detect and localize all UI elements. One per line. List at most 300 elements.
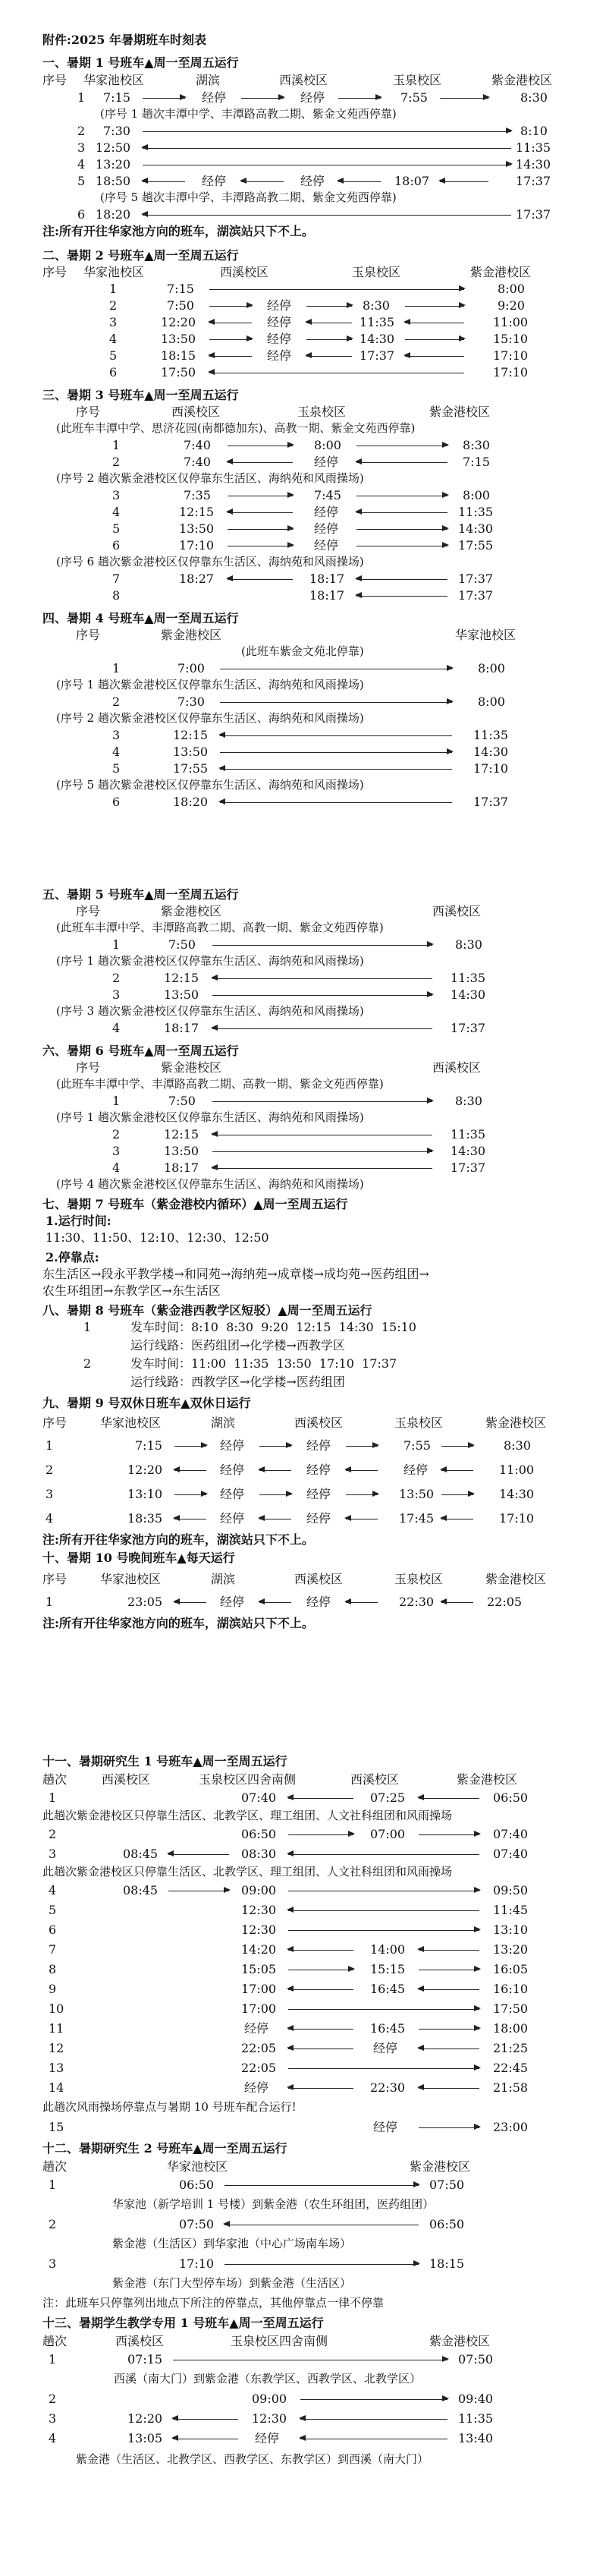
s8-row1-times: 发车时间：8:10 8:30 9:20 12:15 14:30 15:10: [130, 1320, 416, 1334]
s2-col-xixi: 西溪校区: [220, 265, 269, 279]
s7-runtime-label: 1.运行时间:: [46, 1214, 111, 1228]
s2-row6-no: 6: [109, 365, 118, 379]
s3-row8-no: 8: [112, 588, 121, 603]
s13-row4-a: 13:05: [127, 2431, 163, 2445]
s1-row2-no: 2: [77, 124, 86, 138]
s6-row4-a: 18:17: [164, 1160, 199, 1175]
s11-row9-b: 17:00: [241, 1982, 277, 1996]
s13-row3-b: 12:30: [252, 2411, 287, 2426]
s12-note3: 紫金港（东门大型停车场）到紫金港（生活区）: [112, 2276, 352, 2290]
s9-row4-d: 17:45: [399, 1511, 435, 1526]
s5-row3-no: 3: [112, 987, 121, 1002]
s11-row2-d: 07:40: [493, 1827, 529, 1841]
s1-row2-a: 7:30: [103, 124, 130, 138]
s9-col-zijingang: 紫金港校区: [485, 1416, 547, 1430]
arrow-right: [174, 1494, 206, 1495]
s9-row2-c: 经停: [306, 1463, 331, 1477]
s3-row4-c: 11:35: [458, 505, 494, 519]
s9-row3-b: 经停: [220, 1487, 245, 1501]
s9-row1-no: 1: [46, 1438, 54, 1453]
s4-col-zijingang: 紫金港校区: [161, 628, 222, 642]
s7-runtime-values: 11:30、11:50、12:10、12:30、12:50: [46, 1230, 269, 1245]
s11-row4-no: 4: [49, 1883, 57, 1897]
s12-note2: 紫金港（生活区）到华家池（中心广场南车场）: [112, 2237, 352, 2250]
s5-row3-b: 14:30: [451, 987, 486, 1002]
s3-row2-a: 7:40: [184, 455, 211, 469]
s2-col-no: 序号: [42, 265, 68, 279]
s3-note2: (序号 2 趟次紫金港校区仅停靠东生活区、海纳苑和风雨操场): [56, 471, 364, 485]
s9-row3-c: 经停: [306, 1487, 331, 1501]
s9-row4-a: 18:35: [127, 1511, 163, 1526]
s11-row7-b: 14:20: [241, 1942, 277, 1957]
s11-row1-c: 07:25: [370, 1790, 406, 1805]
arrow-right: [338, 98, 381, 99]
s2-row5-a: 18:15: [161, 348, 196, 363]
arrow-left: [220, 769, 452, 770]
s4-row2-a: 7:30: [177, 694, 205, 709]
s5-col-zijingang: 紫金港校区: [161, 904, 222, 918]
s2-row5-c: 17:37: [360, 348, 395, 363]
s9-row2-e: 11:00: [499, 1463, 535, 1477]
arrow-left: [143, 148, 511, 149]
s3-row6-c: 17:55: [458, 538, 494, 553]
arrow-right: [220, 702, 452, 703]
s4-col-huajiachi: 华家池校区: [455, 628, 517, 642]
arrow-right: [441, 1446, 473, 1447]
s9-footer: 注:所有开往华家池方向的班车，湖滨站只下不上。: [42, 1532, 314, 1547]
s12-row3-a: 17:10: [179, 2256, 215, 2271]
s3-col-zijingang: 紫金港校区: [429, 405, 491, 419]
s11-row12-d: 21:25: [493, 2041, 529, 2055]
s3-row4-b: 经停: [314, 505, 339, 519]
s3-row2-b: 经停: [314, 455, 339, 469]
s1-row1-no: 1: [77, 90, 86, 105]
s13-row2-no: 2: [49, 2392, 57, 2406]
arrow-right: [288, 1930, 479, 1931]
arrow-left: [212, 1028, 432, 1029]
s4-row3-b: 11:35: [473, 728, 509, 742]
s11-row4-a: 08:45: [123, 1883, 159, 1897]
s5-row4-b: 17:37: [451, 1021, 486, 1035]
s11-row1-no: 1: [49, 1790, 57, 1805]
s3-row5-b: 经停: [314, 521, 339, 536]
s8-row2-route: 运行线路：西教学区→化学楼→医药组团: [130, 1375, 345, 1389]
s6-note1: (序号 1 趟次紫金港校区仅停靠东生活区、海纳苑和风雨操场): [56, 1110, 364, 1124]
s6-note4: (序号 4 趟次紫金港校区仅停靠东生活区、海纳苑和风雨操场): [56, 1177, 364, 1191]
s3-row3-c: 8:00: [463, 488, 490, 502]
s13-row3-a: 12:20: [127, 2411, 163, 2426]
s11-row11-no: 11: [49, 2021, 64, 2036]
arrow-right: [241, 98, 284, 99]
s11-row3-d: 07:40: [493, 1847, 529, 1861]
s4-row1-no: 1: [112, 661, 121, 675]
s9-col-yuquan: 玉泉校区: [394, 1416, 444, 1430]
section-12-heading: 十二、暑期研究生 2 号班车▲周一至周五运行: [42, 2141, 287, 2156]
arrow-right: [225, 2185, 419, 2186]
s9-row3-e: 14:30: [499, 1487, 535, 1501]
s3-row5-c: 14:30: [458, 521, 494, 536]
s8-row2-times: 发车时间：11:00 11:35 13:50 17:10 17:37: [130, 1356, 397, 1371]
section-1-heading: 一、暑期 1 号班车▲周一至周五运行: [42, 55, 239, 70]
arrow-left: [419, 1989, 479, 1990]
s11-row6-no: 6: [49, 1923, 57, 1937]
s6-row3-no: 3: [112, 1144, 121, 1158]
s6-row1-b: 8:30: [455, 1094, 482, 1108]
s4-row5-b: 17:10: [473, 761, 509, 776]
s1-col-xixi: 西溪校区: [279, 73, 328, 87]
arrow-right: [288, 1834, 353, 1835]
s12-col-zijingang: 紫金港校区: [410, 2159, 471, 2174]
s5-row2-no: 2: [112, 971, 121, 985]
s3-col-yuquan: 玉泉校区: [297, 405, 347, 419]
s2-row1-a: 7:15: [167, 282, 194, 296]
arrow-right: [405, 306, 464, 307]
s9-row4-c: 经停: [306, 1511, 331, 1526]
arrow-left: [241, 181, 284, 182]
s3-row3-a: 7:35: [184, 488, 211, 502]
s9-row1-a: 7:15: [135, 1438, 162, 1453]
s4-row6-no: 6: [112, 795, 121, 809]
arrow-right: [346, 1494, 378, 1495]
s6-row4-no: 4: [112, 1160, 121, 1175]
s11-row13-d: 22:45: [493, 2061, 529, 2075]
s11-col-xixi: 西溪校区: [102, 1772, 151, 1787]
arrow-left: [356, 512, 447, 513]
s5-row1-no: 1: [112, 937, 121, 952]
s3-row8-c: 17:37: [458, 588, 494, 603]
s1-row1-d: 7:55: [400, 90, 428, 105]
s11-row8-b: 15:05: [241, 1962, 277, 1976]
s13-col-xixi: 西溪校区: [115, 2334, 165, 2348]
s3-row5-a: 13:50: [179, 521, 215, 536]
arrow-left: [212, 978, 432, 979]
s11-row3-a: 08:45: [123, 1847, 159, 1861]
s10-col-huajiachi: 华家池校区: [100, 1572, 162, 1586]
s13-row3-c: 11:35: [458, 2411, 494, 2426]
s2-row3-c: 11:35: [360, 315, 395, 329]
s11-row1-d: 06:50: [493, 1790, 529, 1805]
s10-row1-c: 经停: [306, 1595, 331, 1609]
s11-row5-no: 5: [49, 1903, 57, 1917]
s1-row5-no: 5: [77, 174, 86, 188]
s1-note5: (序号 5 趟次丰潭中学、丰潭路高教二期、紫金文苑西停靠): [100, 191, 397, 204]
s3-row7-no: 7: [112, 572, 121, 586]
s3-note6: (序号 6 趟次紫金港校区仅停靠东生活区、海纳苑和风雨操场): [56, 555, 364, 568]
s6-row3-b: 14:30: [451, 1144, 486, 1158]
s5-row1-a: 7:50: [168, 937, 196, 952]
s1-row3-a: 12:50: [96, 140, 131, 155]
s11-row8-no: 8: [49, 1962, 57, 1976]
s11-row1-b: 07:40: [241, 1790, 277, 1805]
arrow-right: [212, 945, 432, 946]
s4-row6-b: 17:37: [473, 795, 509, 809]
arrow-left: [143, 215, 511, 216]
s3-note0: (此班车丰潭中学、思济花园(南都德加东)、高教一期、紫金文苑西停靠): [56, 421, 416, 435]
arrow-right: [209, 339, 252, 340]
s3-row2-no: 2: [112, 455, 121, 469]
s11-col-xixi2: 西溪校区: [350, 1772, 400, 1787]
s3-row7-a: 18:27: [179, 572, 215, 586]
s7-stops-line2: 农生环组团→东教学区→东生活区: [42, 1283, 221, 1298]
s7-stops-line1: 东生活区→段永平教学楼→和同苑→海纳苑→成章楼→成均苑→医药组团→: [42, 1267, 429, 1281]
arrow-right: [228, 529, 293, 530]
s4-row5-a: 17:55: [173, 761, 209, 776]
s2-row3-b: 经停: [267, 315, 292, 329]
section-2-heading: 二、暑期 2 号班车▲周一至周五运行: [42, 248, 239, 263]
arrow-left: [288, 1910, 479, 1911]
s11-row14-no: 14: [49, 2080, 64, 2095]
s11-row8-d: 16:05: [493, 1962, 529, 1976]
arrow-left: [338, 181, 381, 182]
section-10-heading: 十、暑期 10 号晚间班车▲每天运行: [42, 1551, 235, 1565]
s9-row1-e: 8:30: [504, 1438, 531, 1453]
s11-row2-no: 2: [49, 1827, 57, 1841]
s3-row3-b: 7:45: [314, 488, 341, 502]
arrow-right: [288, 2009, 479, 2010]
s11-row6-b: 12:30: [241, 1923, 277, 1937]
s9-row2-no: 2: [46, 1463, 54, 1477]
s3-col-xixi: 西溪校区: [171, 405, 221, 419]
s2-row5-e: 17:10: [493, 348, 529, 363]
s5-col-no: 序号: [76, 904, 101, 918]
arrow-left: [212, 1168, 432, 1169]
s2-row4-e: 15:10: [493, 332, 529, 346]
arrow-left: [228, 579, 293, 580]
s11-row14-d: 21:58: [493, 2080, 529, 2095]
s12-row3-no: 3: [49, 2256, 57, 2271]
s12-row2-no: 2: [49, 2217, 57, 2231]
section-3-heading: 三、暑期 3 号班车▲周一至周五运行: [42, 388, 239, 402]
s3-row8-b: 18:17: [309, 588, 345, 603]
arrow-left: [209, 356, 252, 357]
s13-row2-c: 09:40: [458, 2392, 494, 2406]
arrow-left: [173, 2419, 238, 2420]
arrow-right: [212, 1101, 432, 1102]
s2-row3-no: 3: [109, 315, 118, 329]
s13-row1-a: 07:15: [127, 2352, 163, 2367]
s5-row2-a: 12:15: [164, 971, 199, 985]
arrow-left: [288, 2088, 353, 2089]
s4-col-no: 序号: [76, 628, 101, 642]
arrow-left: [441, 1602, 473, 1603]
s9-col-xixi: 西溪校区: [294, 1416, 344, 1430]
s2-row4-b: 经停: [267, 332, 292, 346]
s9-row4-e: 17:10: [499, 1511, 535, 1526]
s9-row3-no: 3: [46, 1487, 54, 1501]
s11-row10-no: 10: [49, 2001, 64, 2016]
arrow-left: [174, 1602, 206, 1603]
s3-row2-c: 7:15: [463, 455, 490, 469]
s11-row8-c: 15:15: [370, 1962, 406, 1976]
s12-row3-b: 18:15: [429, 2256, 465, 2271]
arrow-left: [306, 356, 352, 357]
s2-col-zijingang: 紫金港校区: [470, 265, 532, 279]
s2-row4-no: 4: [109, 332, 118, 346]
s10-row1-a: 23:05: [127, 1595, 163, 1609]
arrow-left: [419, 1950, 479, 1951]
s1-row6-no: 6: [77, 207, 86, 222]
s2-row2-c: 8:30: [363, 298, 390, 313]
s11-row14-b: 经停: [244, 2080, 269, 2095]
s12-row1-b: 07:50: [429, 2178, 465, 2192]
s11-note1: 此趟次紫金港校区只停靠生活区、北教学区、理工组团、人文社科组团和风雨操场: [42, 1809, 453, 1822]
s10-row1-b: 经停: [220, 1595, 245, 1609]
s4-row3-a: 12:15: [173, 728, 209, 742]
s10-row1-d: 22:30: [399, 1595, 435, 1609]
arrow-right: [306, 339, 352, 340]
s6-col-no: 序号: [76, 1060, 101, 1075]
s6-row2-a: 12:15: [164, 1127, 199, 1142]
s11-row2-b: 06:50: [241, 1827, 277, 1841]
arrow-right: [209, 289, 464, 290]
s1-row3-no: 3: [77, 140, 86, 155]
arrow-right: [441, 1494, 473, 1495]
s2-row6-a: 17:50: [161, 365, 196, 379]
s11-row13-no: 13: [49, 2061, 64, 2075]
s12-col-huajiachi: 华家池校区: [167, 2159, 228, 2174]
arrow-right: [212, 995, 432, 996]
s4-row6-a: 18:20: [173, 795, 209, 809]
arrow-right: [419, 2029, 479, 2030]
s11-row15-d: 23:00: [493, 2120, 529, 2134]
arrow-left: [288, 2029, 353, 2030]
s11-row14-c: 22:30: [370, 2080, 406, 2095]
arrow-left: [356, 462, 447, 463]
s3-row5-no: 5: [112, 521, 121, 536]
arrow-left: [228, 512, 293, 513]
s2-row2-no: 2: [109, 298, 118, 313]
arrow-left: [174, 1470, 206, 1471]
s13-note1: 西溪（南大门）到紫金港（东教学区、西教学区、北教学区）: [114, 2372, 422, 2385]
s10-footer: 注:所有开往华家池方向的班车，湖滨站只下不上。: [42, 1616, 314, 1630]
s9-row2-b: 经停: [220, 1463, 245, 1477]
s9-row4-b: 经停: [220, 1511, 245, 1526]
arrow-right: [306, 306, 352, 307]
s1-row6-e: 17:37: [516, 207, 551, 222]
arrow-right: [288, 2068, 479, 2069]
s5-col-xixi: 西溪校区: [432, 904, 482, 918]
s6-note0: (此班车丰潭中学、丰潭路高教二期、高教一期、紫金文苑西停靠): [56, 1077, 384, 1091]
s11-row11-b: 经停: [244, 2021, 269, 2036]
s1-col-yuquan: 玉泉校区: [393, 73, 442, 87]
s8-row2-no: 2: [83, 1356, 92, 1371]
arrow-left: [259, 1470, 291, 1471]
s13-row1-no: 1: [49, 2352, 57, 2367]
s11-row9-c: 16:45: [370, 1982, 406, 1996]
s11-col-no: 趟次: [42, 1772, 68, 1787]
s2-row1-e: 8:00: [498, 282, 525, 296]
s5-note0: (此班车丰潭中学、丰潭路高教二期、高教一期、紫金文苑西停靠): [56, 921, 384, 934]
s10-col-xixi: 西溪校区: [294, 1572, 344, 1586]
s9-col-no: 序号: [42, 1416, 68, 1430]
s1-row5-d: 18:07: [394, 174, 430, 188]
s13-col-no: 趟次: [42, 2334, 68, 2348]
s1-row4-e: 14:30: [516, 157, 551, 172]
s1-row4-a: 13:20: [96, 157, 131, 172]
arrow-right: [300, 2399, 447, 2400]
s1-row1-b: 经停: [202, 90, 227, 105]
s9-row3-a: 13:10: [127, 1487, 163, 1501]
s11-row13-b: 22:05: [241, 2061, 277, 2075]
arrow-left: [346, 1470, 378, 1471]
s2-row6-e: 17:10: [493, 365, 529, 379]
arrow-left: [288, 1989, 353, 1990]
arrow-left: [220, 735, 452, 736]
s1-col-no: 序号: [42, 73, 68, 87]
s13-note4: 紫金港（生活区、北教学区、西教学区、东教学区）到西溪（南大门）: [76, 2452, 429, 2466]
s6-col-xixi: 西溪校区: [432, 1060, 482, 1075]
s6-row4-b: 17:37: [451, 1160, 486, 1175]
s4-row1-b: 8:00: [478, 661, 505, 675]
arrow-right: [419, 2127, 479, 2128]
s11-row5-d: 11:45: [493, 1903, 529, 1917]
s13-row2-b: 09:00: [252, 2392, 287, 2406]
arrow-right: [212, 1151, 432, 1152]
s13-col-yuquan: 玉泉校区四舍南侧: [231, 2334, 328, 2348]
s2-row3-e: 11:00: [493, 315, 529, 329]
s2-row5-no: 5: [109, 348, 118, 363]
s11-note4: 此趟次紫金港校区只停靠生活区、北教学区、理工组团、人文社科组团和风雨操场: [42, 1865, 453, 1878]
s1-row1-a: 7:15: [103, 90, 130, 105]
arrow-right: [209, 306, 252, 307]
s11-row9-no: 9: [49, 1982, 57, 1996]
arrow-left: [168, 1854, 229, 1855]
s9-row2-a: 12:20: [127, 1463, 163, 1477]
s11-footer: 此趟次风雨操场停靠点与暑期 10 号班车配合运行!: [42, 2100, 297, 2114]
s4-row2-no: 2: [112, 694, 121, 709]
s12-row2-a: 07:50: [179, 2217, 215, 2231]
s2-row2-b: 经停: [267, 298, 292, 313]
s2-row2-e: 9:20: [498, 298, 525, 313]
s1-col-zijingang: 紫金港校区: [491, 73, 553, 87]
s5-note3: (序号 3 趟次紫金港校区仅停靠东生活区、海纳苑和风雨操场): [56, 1004, 364, 1018]
s1-footer: 注:所有开往华家池方向的班车，湖滨站只下不上。: [42, 224, 314, 238]
arrow-left: [405, 356, 464, 357]
arrow-right: [143, 131, 511, 132]
s11-row3-no: 3: [49, 1847, 57, 1861]
section-13-heading: 十三、暑期学生教学专用 1 号班车▲周一至周五运行: [42, 2316, 324, 2330]
s12-row1-no: 1: [49, 2178, 57, 2192]
arrow-right: [346, 1446, 378, 1447]
s9-row3-d: 13:50: [399, 1487, 435, 1501]
arrow-left: [441, 1470, 473, 1471]
s7-stops-label: 2.停靠点:: [46, 1250, 99, 1264]
s8-row1-route: 运行线路：医药组团→化学楼→西教学区: [130, 1338, 345, 1353]
section-6-heading: 六、暑期 6 号班车▲周一至周五运行: [42, 1044, 239, 1058]
arrow-right: [143, 98, 185, 99]
section-11-heading: 十一、暑期研究生 1 号班车▲周一至周五运行: [42, 1754, 287, 1768]
s11-row12-c: 经停: [373, 2041, 398, 2055]
document-title: 附件:2025 年暑期班车时刻表: [42, 33, 207, 47]
s5-row2-b: 11:35: [451, 971, 486, 985]
s3-row4-no: 4: [112, 505, 121, 519]
s11-row11-d: 18:00: [493, 2021, 529, 2036]
arrow-left: [228, 462, 293, 463]
s9-row1-b: 经停: [220, 1438, 245, 1453]
s11-row12-b: 22:05: [241, 2041, 277, 2055]
s13-row1-c: 07:50: [458, 2352, 494, 2367]
arrow-left: [143, 181, 185, 182]
s11-row9-d: 16:10: [493, 1982, 529, 1996]
s10-row1-e: 22:05: [487, 1595, 523, 1609]
s5-row1-b: 8:30: [455, 937, 482, 952]
s2-row2-a: 7:50: [167, 298, 194, 313]
arrow-right: [440, 98, 488, 99]
s9-row1-d: 7:55: [403, 1438, 431, 1453]
s1-row1-e: 8:30: [520, 90, 548, 105]
section-4-heading: 四、暑期 4 号班车▲周一至周五运行: [42, 611, 239, 625]
arrow-right: [225, 2264, 419, 2265]
